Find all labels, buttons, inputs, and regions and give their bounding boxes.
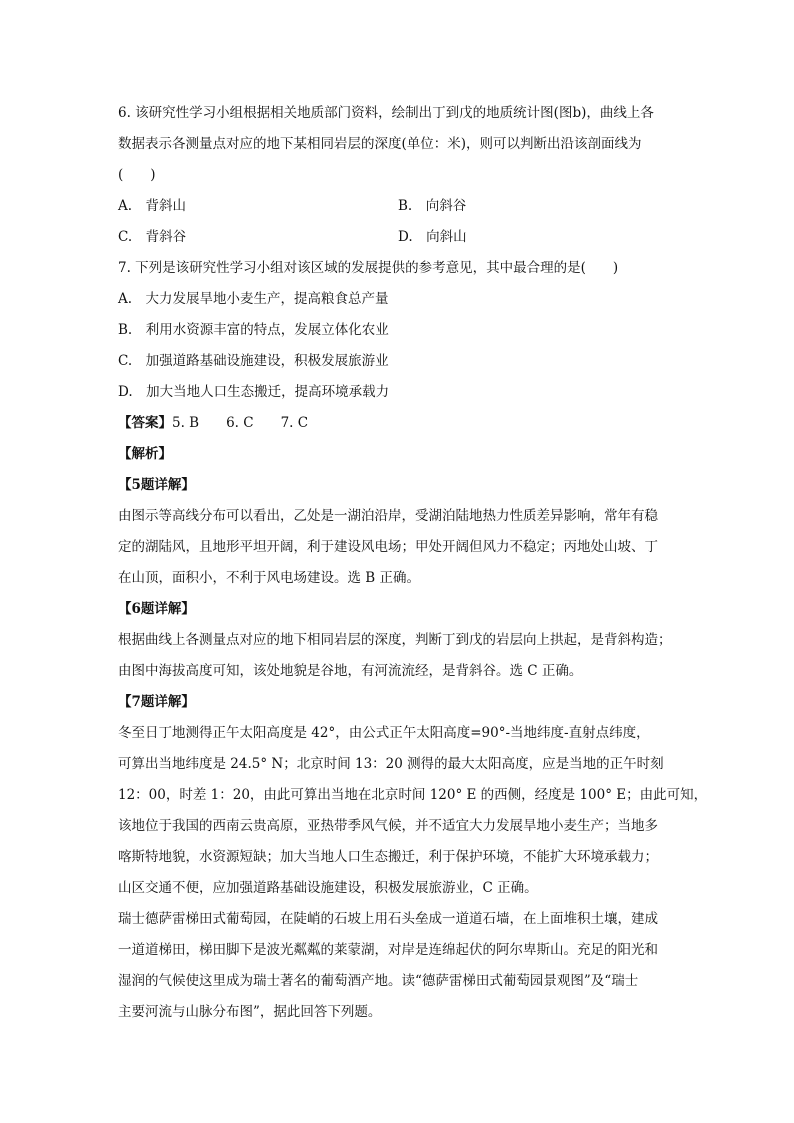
q5-detail-heading: 【5题详解】 <box>118 477 195 493</box>
question-6-blank: ( ) <box>118 167 156 183</box>
paragraph-line: 山区交通不便，应加强道路基础设施建设，积极发展旅游业，C 正确。 <box>118 880 538 896</box>
paragraph-line: 在山顶，面积小，不利于风电场建设。选 B 正确。 <box>118 570 421 586</box>
paragraph-line: 瑞士德萨雷梯田式葡萄园，在陡峭的石坡上用石头垒成一道道石墙，在上面堆积土壤，建成 <box>118 911 658 927</box>
paragraph-line: 喀斯特地貌，水资源短缺；加大当地人口生态搬迁，利于保护环境，不能扩大环境承载力； <box>118 849 658 865</box>
answer-label: 【答案】 <box>118 415 172 431</box>
option-c: C. 背斜谷 <box>118 229 187 245</box>
q7-detail-heading: 【7题详解】 <box>118 694 195 710</box>
q6-detail-heading: 【6题详解】 <box>118 601 195 617</box>
option-d: D. 向斜山 <box>398 229 467 245</box>
option-a: A. 背斜山 <box>118 198 187 214</box>
paragraph-line: 主要河流与山脉分布图”，据此回答下列题。 <box>118 1004 382 1020</box>
q6-detail <box>118 594 678 687</box>
paragraph-line: 定的湖陆风，且地形平坦开阔，利于建设风电场；甲处开阔但风力不稳定；丙地处山坡、丁 <box>118 539 658 555</box>
question-6-options-row <box>118 222 678 253</box>
option-c: C. 加强道路基础设施建设，积极发展旅游业 <box>118 353 389 369</box>
question-7-stem: 7. 下列是该研究性学习小组对该区域的发展提供的参考意见，其中最合理的是( ) <box>118 260 619 276</box>
analysis-heading: 【解析】 <box>118 446 172 462</box>
paragraph-line: 可算出当地纬度是 24.5° N；北京时间 13：20 测得的最大太阳高度，应是当地的正午时刻 <box>118 756 664 772</box>
paragraph-line: 该地位于我国的西南云贵高原，亚热带季风气候，并不适宜大力发展旱地小麦生产；当地多 <box>118 818 658 834</box>
q7-detail <box>118 687 708 904</box>
paragraph-line: 根据曲线上各测量点对应的地下相同岩层的深度，判断丁到戊的岩层向上拱起，是背斜构造； <box>118 632 672 648</box>
option-b: B. 向斜谷 <box>398 198 467 214</box>
next-section-intro <box>118 904 678 1028</box>
document-page <box>118 98 708 1028</box>
option-d: D. 加大当地人口生态搬迁，提高环境承载力 <box>118 384 390 400</box>
paragraph-line: 由图中海拔高度可知，该处地貌是谷地，有河流流经，是背斜谷。选 C 正确。 <box>118 663 583 679</box>
question-6-stem: 数据表示各测量点对应的地下某相同岩层的深度(单位：米)，则可以判断出沿该剖面线为 <box>118 136 642 152</box>
paragraph-line: 由图示等高线分布可以看出，乙处是一湖泊沿岸，受湖泊陆地热力性质差异影响，常年有稳 <box>118 508 658 524</box>
answer-line <box>118 408 678 439</box>
q5-detail <box>118 470 678 594</box>
answer-text: 5. B 6. C 7. C <box>172 415 309 431</box>
question-6-stem: 6. 该研究性学习小组根据相关地质部门资料，绘制出丁到戊的地质统计图(图b)，曲线上各 <box>118 105 654 121</box>
option-b: B. 利用水资源丰富的特点，发展立体化农业 <box>118 322 389 338</box>
paragraph-line: 冬至日丁地测得正午太阳高度是 42°，由公式正午太阳高度=90°-当地纬度-直射点纬度， <box>118 725 650 741</box>
paragraph-line: 湿润的气候使这里成为瑞士著名的葡萄酒产地。读“德萨雷梯田式葡萄园景观图”及“瑞士 <box>118 973 639 989</box>
option-a: A. 大力发展旱地小麦生产，提高粮食总产量 <box>118 291 389 307</box>
paragraph-line: 一道道梯田，梯田脚下是波光粼粼的莱蒙湖，对岸是连绵起伏的阿尔卑斯山。充足的阳光和 <box>118 942 658 958</box>
question-6 <box>118 98 678 253</box>
paragraph-line: 12：00，时差 1：20，由此可算出当地在北京时间 120° E 的西侧，经度是 100° E；由此可知， <box>118 787 708 803</box>
question-7 <box>118 253 678 408</box>
question-6-options-row <box>118 191 678 222</box>
